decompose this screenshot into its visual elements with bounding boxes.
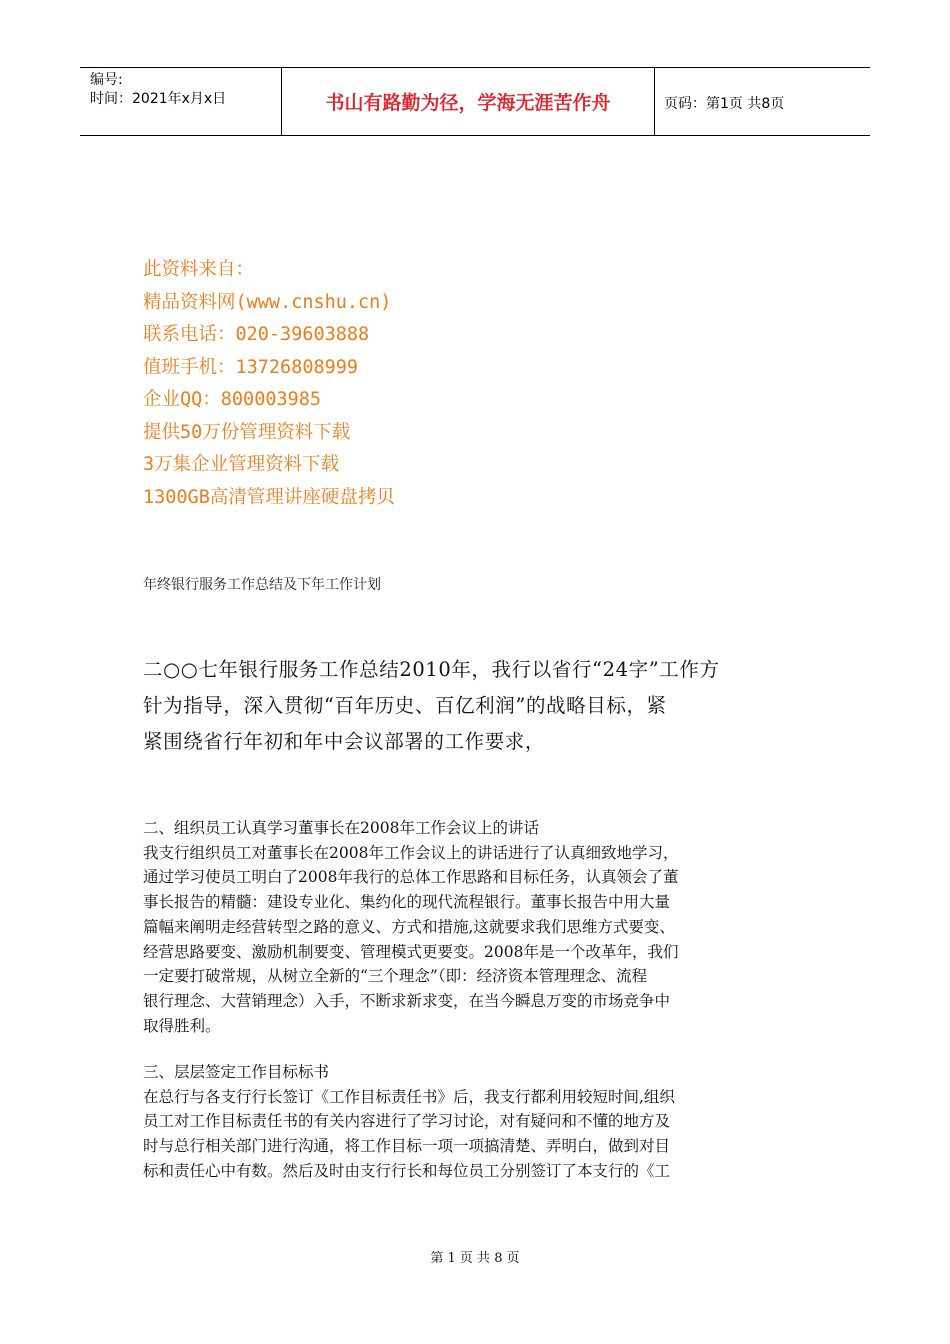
header-meta bbox=[90, 71, 226, 109]
section-2-line: 通过学习使员工明白了2008年我行的总体工作思路和目标任务，认真领会了董 bbox=[143, 868, 679, 887]
promo-block bbox=[143, 254, 395, 514]
lead-line: 二○○七年银行服务工作总结2010年，我行以省行“24字”工作方 bbox=[143, 658, 720, 681]
promo-line: 此资料来自： bbox=[143, 259, 255, 280]
section-3-line: 时与总行相关部门进行沟通，将工作目标一项一项搞清楚、弄明白，做到对目 bbox=[143, 1137, 671, 1156]
section-2-line: 一定要打破常规，从树立全新的“三个理念”（即：经济资本管理理念、流程 bbox=[143, 967, 648, 986]
section-2-line: 经营思路要变、激励机制要变、管理模式更要变。2008年是一个改革年，我们 bbox=[143, 942, 679, 961]
header-motto: 书山有路勤为径，学海无涯苦作舟 bbox=[325, 91, 611, 114]
section-3-line: 标和责任心中有数。然后及时由支行行长和每位员工分别签订了本支行的《工 bbox=[143, 1161, 671, 1180]
header-divider-2 bbox=[654, 67, 655, 136]
section-2-line: 取得胜利。 bbox=[143, 1016, 221, 1035]
section-3-line: 在总行与各支行行长签订《工作目标责任书》后，我支行都利用较短时间,组织 bbox=[143, 1087, 675, 1106]
section-2 bbox=[143, 816, 813, 1038]
header-bottom-rule bbox=[80, 135, 870, 136]
header-number-label: 编号: bbox=[90, 72, 123, 88]
promo-line: 提供50万份管理资料下载 bbox=[143, 421, 351, 443]
header-time-label: 时间：2021年x月x日 bbox=[90, 91, 227, 107]
header-page-info: 页码：第1页 共8页 bbox=[664, 96, 785, 112]
section-3-line: 员工对工作目标责任书的有关内容进行了学习讨论，对有疑问和不懂的地方及 bbox=[143, 1112, 671, 1131]
promo-line: 值班手机：13726808999 bbox=[143, 356, 359, 378]
section-2-line: 篇幅来阐明走经营转型之路的意义、方式和措施,这就要求我们思维方式要变、 bbox=[143, 917, 675, 936]
section-2-line: 银行理念、大营销理念）入手，不断求新求变，在当今瞬息万变的市场竞争中 bbox=[143, 991, 671, 1010]
promo-line: 3万集企业管理资料下载 bbox=[143, 454, 340, 475]
section-2-line: 事长报告的精髓：建设专业化、集约化的现代流程银行。董事长报告中用大量 bbox=[143, 893, 671, 912]
document-title: 年终银行服务工作总结及下年工作计划 bbox=[143, 577, 381, 593]
section-3 bbox=[143, 1060, 813, 1184]
promo-line: 精品资料网(www.cnshu.cn) bbox=[143, 291, 392, 313]
lead-paragraph bbox=[143, 652, 803, 760]
promo-line: 企业QQ：800003985 bbox=[143, 389, 322, 410]
page-footer: 第 1 页 共 8 页 bbox=[430, 1251, 520, 1266]
section-2-heading: 二、组织员工认真学习董事长在2008年工作会议上的讲话 bbox=[143, 819, 539, 837]
promo-line: 1300GB高清管理讲座硬盘拷贝 bbox=[143, 486, 395, 508]
section-2-line: 我支行组织员工对董事长在2008年工作会议上的讲话进行了认真细致地学习， bbox=[143, 843, 679, 862]
lead-line: 紧围绕省行年初和年中会议部署的工作要求， bbox=[143, 730, 546, 753]
lead-line: 针为指导，深入贯彻“百年历史、百亿利润”的战略目标，紧 bbox=[143, 694, 667, 717]
section-3-heading: 三、层层签定工作目标标书 bbox=[143, 1063, 330, 1081]
promo-line: 联系电话：020-39603888 bbox=[143, 324, 370, 345]
